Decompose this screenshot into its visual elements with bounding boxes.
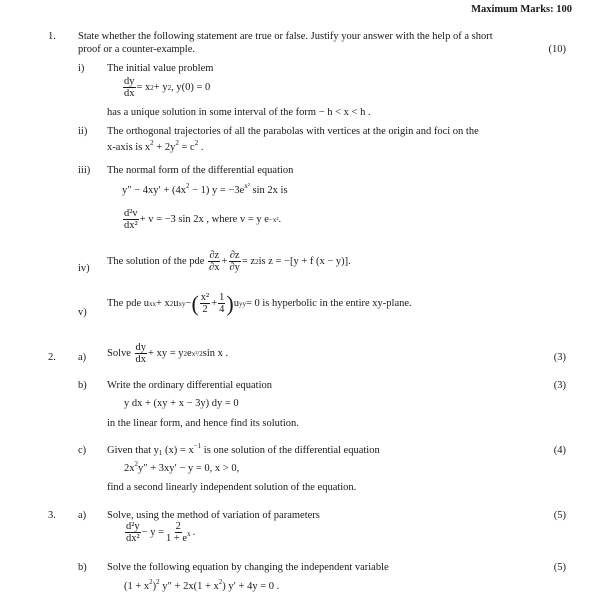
q3-a-f2-den-text: 1 + e	[166, 533, 188, 545]
q1-ii-l2c: = c	[178, 142, 195, 153]
q3-a-f1-num: d²y	[126, 521, 140, 532]
q2-b-line3: in the linear form, and hence find its solution.	[107, 418, 299, 429]
q1-iv-rest: = z	[241, 255, 256, 267]
q1-v-after: u	[233, 297, 239, 309]
q2-c-equation	[124, 462, 239, 475]
q1-iii-eq2-end: .	[278, 213, 282, 225]
q2-b-equation: y dx + (xy + x − 3y) dy = 0	[124, 398, 239, 409]
q1-iv-rest-b: is z = −[y + f (x − y)].	[258, 255, 351, 267]
q1-marks: (10)	[548, 44, 566, 55]
q1-i-eq-c: , y(0) = 0	[171, 81, 211, 93]
q3-a-end: .	[192, 526, 196, 538]
q3-a-marks: (5)	[553, 510, 566, 521]
q1-i-eq-b: + y	[153, 81, 168, 93]
q2-c-eqb: y″ + 3xy′ − y = 0, x > 0,	[138, 463, 240, 474]
q1-iv-plus: +	[221, 255, 228, 267]
q3-b-line1: Solve the following equation by changing the independent variable	[107, 562, 389, 573]
q1-iii-frac-num: d²v	[124, 208, 138, 219]
q2-c-l1b: (x) = x	[162, 445, 194, 456]
q1-ii-l2a: x-axis is x	[107, 142, 151, 153]
q1-iv-f2-num: ∂z	[229, 250, 240, 261]
q3-b-sup-c: 2	[218, 578, 223, 586]
q2-b-line1: Write the ordinary differential equation	[107, 380, 272, 391]
q2-c-marks: (4)	[553, 445, 566, 456]
q2-a-line: Solve $\frac{dy}{dx}$ + xy = y 2 e x²/2 sin x .	[107, 342, 229, 366]
q1-ii-sup-b: 2	[175, 139, 179, 147]
q2-c-sup: −1	[193, 442, 202, 450]
q1-iii-line1: The normal form of the differential equation	[107, 165, 294, 176]
q3-a-fraction1	[125, 521, 141, 544]
q1-v-fraction2	[218, 292, 225, 315]
q3-a-equation	[124, 521, 195, 544]
q3-a-label: a)	[78, 510, 87, 521]
q1-v-line: The pde u xx + x 2 u xy − ( $\frac{\text{x²}}{2}$ + $\frac{1}{4}$ ) u yy = 0 is hyperbolic in the entire xy-plane.	[107, 290, 412, 316]
q2-c-line1	[107, 444, 380, 457]
q3-b-eqc: y″ + 2x(1 + x	[159, 581, 219, 592]
q1-iii-sup-a: 2	[186, 182, 190, 190]
q2-a-rest: + xy = y	[148, 347, 184, 359]
q3-a-f2-sup: x	[187, 530, 191, 539]
q2-a-fraction	[135, 342, 148, 365]
q1-intro-line2: proof or a counter-example.	[78, 44, 195, 55]
q2-a-marks: (3)	[553, 352, 566, 363]
q1-ii-sup-a: 2	[150, 139, 154, 147]
q1-intro-line1: State whether the following statement are true or false. Justify your answer with the help of a short	[78, 31, 493, 42]
q3-b-label: b)	[78, 562, 87, 573]
q2-c-l1a: Given that y	[107, 445, 159, 456]
q1-i-text: The initial value problem	[107, 63, 214, 74]
q1-iv-fraction2	[228, 250, 240, 273]
q1-v-tail: = 0 is hyperbolic in the entire xy-plane.	[245, 297, 412, 309]
q1-ii-line1: The orthogonal trajectories of all the parabolas with vertices at the origin and foci on the	[107, 126, 479, 137]
q1-number: 1.	[48, 31, 56, 42]
q2-c-eqa: 2x	[124, 463, 135, 474]
q3-b-eqd: ) y′ + 4y = 0 .	[222, 581, 280, 592]
q3-b-marks: (5)	[553, 562, 566, 573]
q2-c-line3: find a second linearly independent solution of the equation.	[107, 482, 357, 493]
q2-a-pre: Solve	[107, 347, 131, 359]
q1-iii-fraction	[123, 208, 139, 231]
q1-iii-label: iii)	[78, 165, 91, 176]
q1-v-f1-den: 2	[202, 304, 208, 316]
q1-iii-equation2: $\frac{\text{d²v}}{\text{dx²}}$ + v = −3 sin 2x , where v = y e −x² .	[124, 208, 282, 232]
q3-b-eqb: )	[152, 581, 157, 592]
q1-ii-l2b: + 2y	[153, 142, 176, 153]
q2-b-marks: (3)	[553, 380, 566, 391]
q1-v-f2-den: 4	[219, 304, 225, 316]
q1-v-f1-num: x²	[200, 292, 210, 303]
q3-a-f2-den	[165, 530, 192, 545]
q1-iii-eq2-rest: + v = −3 sin 2x , where v = y e	[139, 213, 269, 225]
q2-c-label: c)	[78, 445, 87, 456]
q1-i-equation: $\frac{dy}{dx}$ = x 2 + y 2 , y(0) = 0	[124, 76, 211, 100]
q1-v-minus: −	[185, 297, 192, 309]
q1-i-fraction	[123, 76, 136, 99]
q1-i-label: i)	[78, 63, 85, 74]
q3-a-fraction2	[165, 521, 192, 544]
q3-b-equation	[124, 580, 279, 593]
q1-v-plus: +	[211, 297, 218, 309]
q1-v-fraction1	[200, 292, 210, 315]
q1-iv-label: iv)	[78, 263, 90, 274]
q1-iv-fraction1	[208, 250, 220, 273]
q1-iii-eq1b: − 1) y = −3e	[189, 185, 245, 196]
q3-b-sup-b: 2	[156, 578, 160, 586]
q2-a-mid: e	[187, 347, 192, 359]
q2-a-f-num: dy	[135, 342, 147, 353]
q1-iii-sup-b: x²	[244, 182, 250, 190]
q2-c-sub: 1	[158, 449, 163, 457]
q1-v-mid2: u	[173, 297, 179, 309]
q3-a-f1-den: dx²	[126, 533, 140, 545]
q2-c-l1c: is one solution of the differential equation	[201, 445, 380, 456]
q3-b-sup-a: 2	[149, 578, 153, 586]
max-marks: Maximum Marks: 100	[471, 4, 572, 15]
q1-iv-f1-num: ∂z	[209, 250, 220, 261]
q1-iv-f2-den: ∂y	[229, 262, 240, 274]
q1-i-eq-a: = x	[136, 81, 151, 93]
q3-a-f2-num: 2	[175, 521, 181, 532]
q1-v-f2-num: 1	[219, 292, 225, 303]
q3-a-line1: Solve, using the method of variation of parameters	[107, 510, 320, 521]
q1-i-frac-num: dy	[124, 76, 135, 87]
q2-c-eq-sup: 2	[134, 460, 138, 468]
q2-a-end: sin x .	[202, 347, 229, 359]
q1-i-frac-den: dx	[124, 88, 135, 100]
q3-number: 3.	[48, 510, 56, 521]
q3-b-eqa: (1 + x	[124, 581, 150, 592]
q2-number: 2.	[48, 352, 56, 363]
q2-a-label: a)	[78, 352, 87, 363]
q1-ii-label: ii)	[78, 126, 88, 137]
q1-iv-pre: The solution of the pde	[107, 255, 205, 267]
q1-ii-line2	[107, 141, 203, 154]
q1-iv-line: The solution of the pde $\frac{\partial z}{\partial x}$ + $\frac{\partial z}{\partial y}$ = z 2 is z = −[y + f (x − y)].	[107, 250, 351, 274]
q1-v-pre: The pde u	[107, 297, 149, 309]
q1-iv-f1-den: ∂x	[209, 262, 220, 274]
q1-v-mid1: + x	[156, 297, 170, 309]
q1-v-label: v)	[78, 307, 87, 318]
q1-iii-eq1d: sin 2x is	[249, 185, 288, 196]
q1-ii-l2d: .	[198, 142, 204, 153]
q2-b-label: b)	[78, 380, 87, 391]
q1-i-tail: has a unique solution in some interval of the form − h < x < h .	[107, 107, 371, 118]
q1-iii-equation1	[122, 184, 288, 197]
q1-iii-eq1a: y″ − 4xy′ + (4x	[122, 185, 187, 196]
q1-ii-sup-c: 2	[194, 139, 199, 147]
q2-a-f-den: dx	[135, 354, 147, 366]
q3-a-mid: − y =	[141, 526, 164, 538]
q1-iii-frac-den: dx²	[124, 220, 138, 232]
